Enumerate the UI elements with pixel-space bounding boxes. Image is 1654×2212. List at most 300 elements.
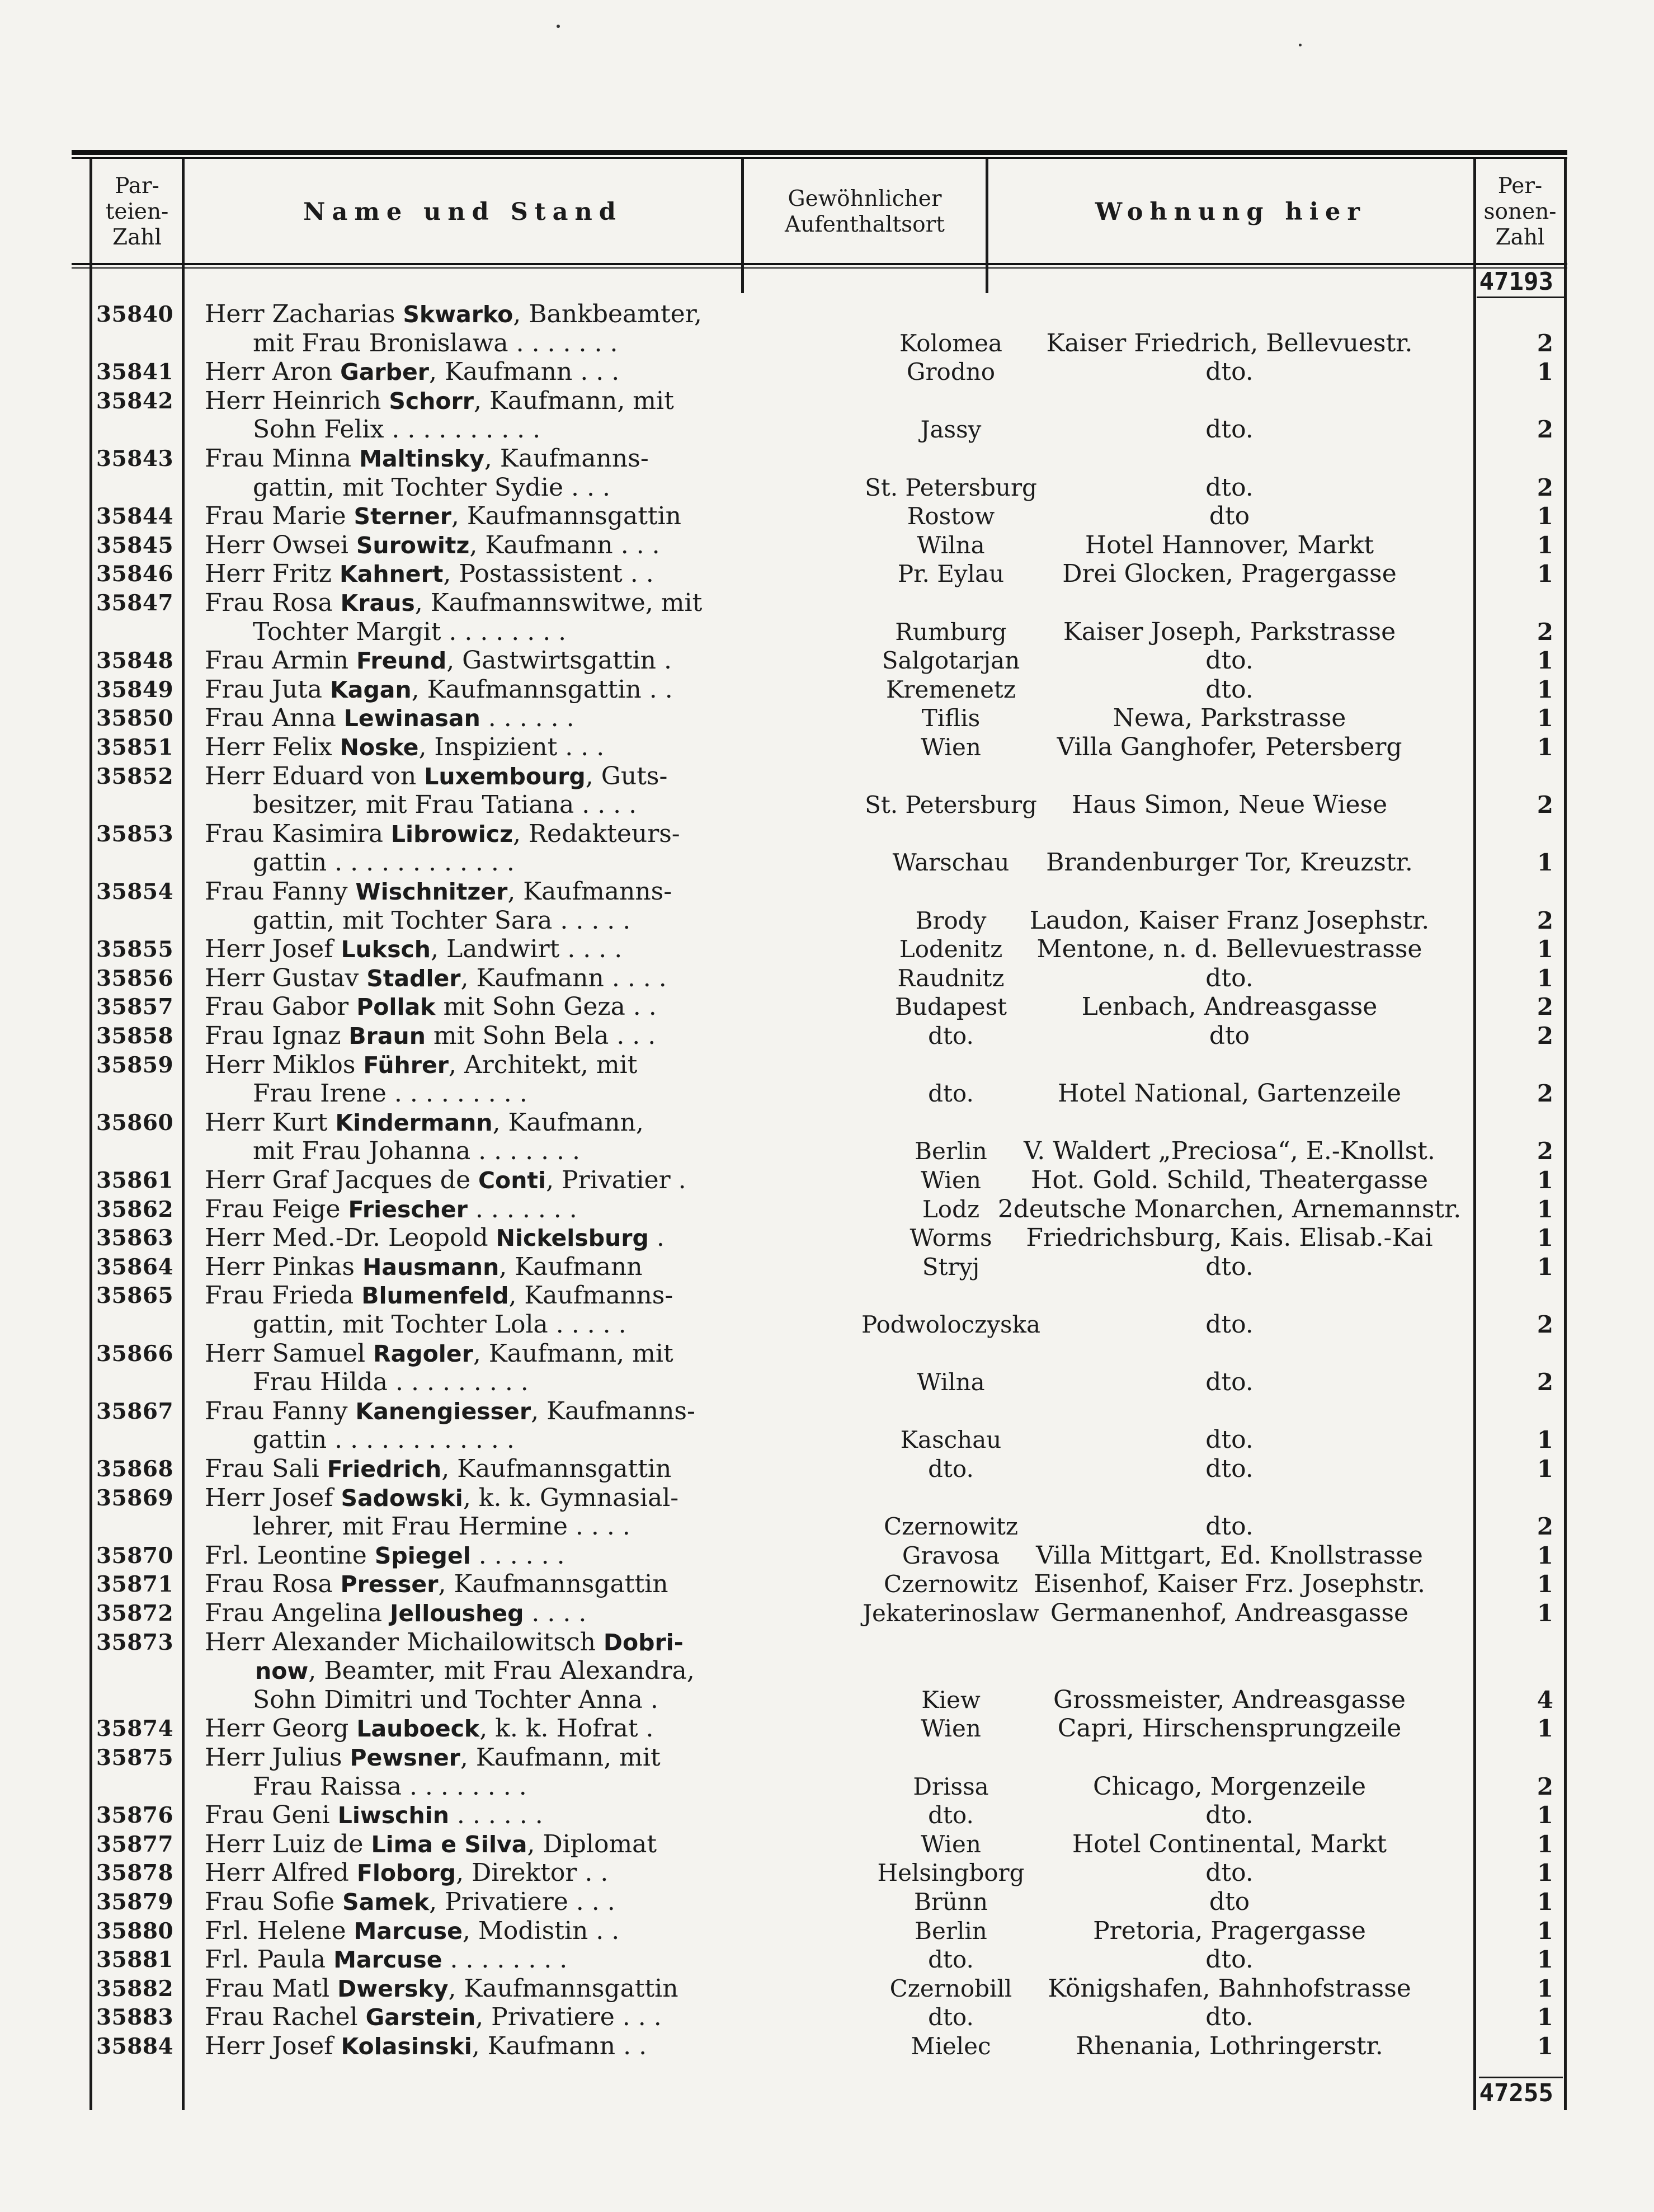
persons-count: 2	[1537, 416, 1553, 444]
persons-count: 1	[1537, 502, 1553, 530]
name-suffix: , Kaufmannswitwe, mit	[414, 589, 703, 617]
print-speck	[557, 25, 560, 28]
usual-residence: Wien	[921, 733, 981, 761]
lodging-here: Hotel National, Gartenzeile	[1057, 1079, 1402, 1108]
name-suffix: , Kaufmann . .	[472, 2032, 647, 2060]
usual-residence: Brünn	[913, 1888, 988, 1916]
usual-residence: Berlin	[915, 1137, 987, 1165]
name-and-status	[205, 675, 673, 704]
name-suffix: , Kaufmann . . . .	[460, 963, 667, 992]
party-number: 35856	[96, 965, 174, 991]
persons-count: 2	[1537, 906, 1553, 934]
table-row	[0, 589, 1654, 618]
lodging-here: Hot. Gold. Schild, Theatergasse	[1030, 1166, 1429, 1194]
surname: Friescher	[348, 1196, 468, 1223]
lodging-here: Drei Glocken, Pragergasse	[1062, 559, 1397, 589]
usual-residence: Jekaterinoslaw	[863, 1599, 1039, 1627]
lodging-here: dto.	[1205, 473, 1254, 502]
lodging-here: dto.	[1205, 1945, 1254, 1974]
table-row	[0, 1801, 1654, 1830]
name-continuation: lehrer, mit Frau Hermine . . . .	[253, 1512, 630, 1541]
usual-residence: Berlin	[915, 1917, 987, 1945]
party-number: 35854	[96, 879, 174, 905]
party-number: 35869	[96, 1485, 174, 1511]
name-suffix: , Kaufmann, mit	[473, 1339, 673, 1368]
lodging-here: Mentone, n. d. Bellevuestrasse	[1036, 935, 1422, 964]
name-prefix: Frau Armin	[205, 646, 357, 675]
party-number: 35882	[96, 1975, 174, 2002]
persons-count: 2	[1537, 993, 1553, 1021]
header-personen: Per- sonen- Zahl	[1483, 173, 1557, 250]
lodging-here: dto.	[1205, 357, 1254, 387]
usual-residence: Czernowitz	[884, 1570, 1018, 1598]
name-prefix: Herr Eduard von	[205, 761, 425, 790]
surname: Conti	[478, 1167, 546, 1194]
name-suffix: , Kaufmannsgattin . .	[411, 675, 673, 704]
name-prefix: Herr Miklos	[205, 1050, 364, 1079]
surname: Presser	[340, 1571, 439, 1598]
lodging-here: dto.	[1205, 1858, 1254, 1888]
persons-count: 2	[1537, 329, 1553, 357]
persons-count: 1	[1537, 647, 1553, 675]
name-continuation: Frau Raissa . . . . . . . .	[253, 1772, 527, 1801]
party-number: 35875	[96, 1745, 174, 1771]
surname: Sadowski	[341, 1484, 463, 1512]
name-and-status	[205, 762, 667, 791]
register-line	[0, 1137, 1654, 1166]
surname: Kahnert	[339, 561, 444, 588]
name-suffix: . . . . . . . .	[442, 1945, 568, 1974]
name-prefix: Herr Aron	[205, 357, 341, 387]
surname: Spiegel	[374, 1542, 471, 1569]
name-prefix: Frau Frieda	[205, 1281, 362, 1310]
lodging-here: Haus Simon, Neue Wiese	[1071, 790, 1388, 820]
persons-count: 2	[1537, 1137, 1553, 1165]
surname: Schorr	[389, 387, 474, 415]
lodging-here: Villa Mittgart, Ed. Knollstrasse	[1036, 1541, 1423, 1570]
register-line	[0, 1368, 1654, 1397]
table-row	[0, 1484, 1654, 1513]
name-and-status	[205, 704, 574, 733]
name-suffix: , Kaufmanns-	[507, 877, 672, 906]
persons-count: 1	[1537, 849, 1553, 877]
usual-residence: Drissa	[913, 1772, 989, 1800]
name-prefix: Frau Rachel	[205, 2003, 366, 2032]
name-and-status	[205, 300, 702, 329]
name-suffix: , Postassistent . .	[443, 559, 654, 589]
name-suffix: , Kaufmann,	[492, 1108, 644, 1137]
usual-residence: Czernowitz	[884, 1513, 1018, 1541]
usual-residence: Kolomea	[899, 329, 1002, 357]
lodging-here: Königshafen, Bahnhofstrasse	[1048, 1974, 1411, 2003]
usual-residence: Pr. Eylau	[897, 560, 1005, 588]
persons-count: 1	[1537, 1541, 1553, 1569]
usual-residence: dto.	[928, 1080, 974, 1108]
table-row	[0, 1628, 1654, 1657]
name-continuation: Sohn Felix . . . . . . . . . .	[253, 415, 541, 444]
party-number: 35884	[96, 2034, 174, 2059]
usual-residence: Helsingborg	[877, 1859, 1025, 1887]
persons-count: 1	[1537, 531, 1553, 559]
lodging-here: Hotel Hannover, Markt	[1085, 530, 1374, 559]
table-row	[0, 1339, 1654, 1368]
surname: Blumenfeld	[361, 1282, 509, 1310]
name-prefix: Herr Alfred	[205, 1858, 357, 1888]
name-and-status	[205, 1281, 673, 1310]
surname: Maltinsky	[359, 445, 484, 472]
usual-residence: Tiflis	[921, 704, 981, 732]
persons-count: 1	[1537, 1974, 1553, 2002]
usual-residence: Kremenetz	[886, 675, 1016, 703]
name-prefix: Frau Minna	[205, 444, 360, 473]
party-number: 35864	[96, 1254, 174, 1280]
name-suffix: , Privatiere . . .	[475, 2003, 662, 2032]
surname: Dobri-	[603, 1629, 684, 1656]
name-suffix: , Kaufmannsgattin	[441, 1455, 672, 1483]
table-row	[0, 2032, 1654, 2061]
name-continuation: gattin, mit Tochter Sara . . . . .	[253, 906, 631, 935]
usual-residence: Budapest	[894, 993, 1007, 1021]
lodging-here: dto.	[1205, 415, 1254, 444]
name-prefix: Frau Geni	[205, 1801, 338, 1830]
name-prefix: Frau Matl	[205, 1974, 338, 2003]
table-row	[0, 704, 1654, 733]
table-row	[0, 1945, 1654, 1974]
surname: Samek	[342, 1889, 430, 1916]
name-suffix: , Landwirt . . . .	[430, 935, 623, 964]
lodging-here: Kaiser Friedrich, Bellevuestr.	[1046, 328, 1413, 357]
party-number: 35878	[96, 1860, 174, 1886]
name-suffix: , k. k. Gymnasial-	[463, 1483, 679, 1512]
register-line	[0, 1686, 1654, 1715]
lodging-here: dto	[1209, 1022, 1250, 1050]
party-number: 35877	[96, 1831, 174, 1857]
persons-count: 1	[1537, 1166, 1553, 1194]
name-suffix: , Privatiere . . .	[429, 1888, 615, 1916]
name-continuation: gattin . . . . . . . . . . . .	[253, 1425, 515, 1455]
name-and-status	[205, 1051, 637, 1080]
surname: Stadler	[366, 964, 461, 992]
name-and-status	[205, 1397, 695, 1426]
persons-count: 2	[1537, 1022, 1553, 1049]
name-and-status	[205, 444, 649, 473]
name-and-status	[205, 877, 672, 906]
total-underline	[1477, 296, 1564, 298]
usual-residence: Wien	[921, 1830, 981, 1858]
name-prefix: Herr Fritz	[205, 559, 340, 589]
name-prefix: Herr Heinrich	[205, 386, 389, 415]
persons-count: 4	[1537, 1686, 1553, 1714]
party-number: 35883	[96, 2004, 174, 2031]
name-and-status	[205, 1339, 673, 1368]
usual-residence: Kaschau	[900, 1426, 1002, 1454]
party-number: 35855	[96, 936, 174, 963]
persons-count: 1	[1537, 1830, 1553, 1858]
lodging-here: Kaiser Joseph, Parkstrasse	[1063, 617, 1396, 646]
name-suffix: .	[648, 1223, 665, 1253]
table-row	[0, 1223, 1654, 1253]
table-row	[0, 1195, 1654, 1224]
lodging-here: dto.	[1205, 963, 1254, 992]
name-prefix: Frau Marie	[205, 502, 354, 531]
name-prefix: Frl. Leontine	[205, 1541, 375, 1570]
lodging-here: Brandenburger Tor, Kreuzstr.	[1046, 848, 1413, 877]
lodging-here: Villa Ganghofer, Petersberg	[1057, 733, 1402, 761]
surname: Lauboeck	[356, 1715, 480, 1743]
name-and-status	[205, 2003, 662, 2032]
name-and-status	[205, 935, 622, 964]
party-number: 35860	[96, 1109, 174, 1136]
surname: Marcuse	[354, 1917, 463, 1945]
persons-count: 1	[1537, 1599, 1553, 1627]
name-continuation	[255, 1656, 695, 1686]
lodging-here: V. Waldert „Preciosa“, E.-Knollst.	[1024, 1137, 1435, 1166]
name-suffix: , Kaufmanns-	[484, 444, 649, 473]
print-speck	[1299, 44, 1302, 46]
usual-residence: Warschau	[892, 849, 1010, 877]
surname: Kindermann	[335, 1109, 493, 1136]
lodging-here: Chicago, Morgenzeile	[1092, 1772, 1366, 1801]
persons-count: 1	[1537, 964, 1553, 992]
name-prefix: Herr Graf Jacques de	[205, 1166, 478, 1194]
name-and-status	[205, 646, 672, 675]
name-suffix: . . . . . .	[480, 704, 574, 733]
name-continuation: Frau Hilda . . . . . . . . .	[253, 1368, 529, 1397]
name-prefix: Frau Juta	[205, 675, 330, 704]
surname: Garstein	[365, 2004, 476, 2031]
name-prefix: Frau Ignaz	[205, 1022, 349, 1050]
table-row	[0, 1253, 1654, 1282]
lodging-here: dto.	[1205, 2003, 1254, 2032]
name-continuation: gattin . . . . . . . . . . . .	[253, 848, 515, 877]
carried-total: 47193	[1479, 267, 1553, 296]
usual-residence: dto.	[928, 1022, 974, 1049]
name-prefix: Herr Owsei	[205, 530, 356, 559]
table-row	[0, 1714, 1654, 1743]
surname: Freund	[356, 647, 447, 675]
usual-residence: dto.	[928, 1946, 974, 1974]
name-suffix: , Kaufmannsgattin	[448, 1974, 678, 2003]
usual-residence: St. Petersburg	[865, 473, 1037, 501]
lodging-here: dto	[1209, 1888, 1250, 1916]
lodging-here: dto.	[1205, 1310, 1254, 1339]
persons-count: 2	[1537, 473, 1553, 501]
name-prefix: Frl. Paula	[205, 1945, 334, 1974]
name-prefix: Frau Rosa	[205, 589, 341, 617]
table-row	[0, 733, 1654, 762]
name-prefix: Herr Georg	[205, 1714, 357, 1743]
name-suffix: , Gastwirtsgattin .	[446, 646, 672, 675]
persons-count: 1	[1537, 1570, 1553, 1598]
party-number: 35868	[96, 1456, 174, 1482]
name-and-status	[205, 992, 657, 1022]
usual-residence: Kiew	[921, 1686, 981, 1714]
name-continuation: Tochter Margit . . . . . . . .	[253, 617, 567, 646]
table-row	[0, 1743, 1654, 1772]
register-line	[0, 1772, 1654, 1801]
name-suffix: , k. k. Hofrat .	[479, 1714, 654, 1743]
name-suffix: , Guts-	[585, 761, 668, 790]
name-and-status	[205, 502, 681, 531]
register-line	[0, 1079, 1654, 1108]
final-total-rule	[1479, 2077, 1563, 2078]
party-number: 35872	[96, 1601, 174, 1626]
name-prefix: Frau Angelina	[205, 1599, 390, 1627]
name-and-status	[205, 820, 680, 849]
usual-residence: dto.	[928, 1455, 974, 1482]
surname: Liwschin	[337, 1802, 449, 1829]
party-number: 35851	[96, 735, 174, 760]
persons-count: 1	[1537, 733, 1553, 761]
lodging-here: Laudon, Kaiser Franz Josephstr.	[1029, 906, 1430, 935]
table-row	[0, 1570, 1654, 1599]
name-and-status	[205, 1455, 671, 1484]
lodging-here: Newa, Parkstrasse	[1113, 704, 1346, 733]
lodging-here: Capri, Hirschensprungzeile	[1057, 1714, 1402, 1743]
name-suffix: , Kaufmanns-	[508, 1281, 673, 1310]
party-number: 35840	[96, 302, 174, 327]
name-continuation: gattin, mit Tochter Lola . . . . .	[253, 1310, 626, 1339]
persons-count: 1	[1537, 1715, 1553, 1743]
name-and-status	[205, 1195, 577, 1224]
name-prefix: Frau Sali	[205, 1455, 327, 1483]
party-number: 35857	[96, 994, 174, 1020]
persons-count: 1	[1537, 1455, 1553, 1482]
top-rule-thin	[72, 157, 1567, 159]
name-and-status	[205, 964, 667, 993]
surname: Skwarko	[403, 301, 513, 328]
name-and-status	[205, 1945, 567, 1974]
persons-count: 2	[1537, 1080, 1553, 1108]
persons-count: 1	[1537, 358, 1553, 386]
name-suffix: , Diplomat	[527, 1829, 657, 1858]
lodging-here: Friedrichsburg, Kais. Elisab.-Kai	[1026, 1223, 1433, 1253]
table-row	[0, 1281, 1654, 1310]
name-and-status	[205, 1628, 684, 1657]
surname: Wischnitzer	[355, 878, 508, 905]
surname: Kanengiesser	[355, 1397, 531, 1425]
name-and-status	[205, 1974, 678, 2003]
name-and-status	[205, 2032, 647, 2061]
party-number: 35862	[96, 1196, 174, 1222]
surname: Pewsner	[350, 1744, 460, 1771]
party-number: 35846	[96, 561, 174, 587]
usual-residence: Wilna	[917, 1368, 985, 1396]
usual-residence: Worms	[910, 1224, 992, 1252]
surname: Führer	[363, 1051, 449, 1079]
register-line	[0, 329, 1654, 358]
name-prefix: Herr Samuel	[205, 1339, 373, 1368]
header-wohnung: Wohnung hier	[1095, 197, 1367, 226]
table-row	[0, 992, 1654, 1022]
name-prefix: Frau Anna	[205, 704, 344, 733]
persons-count: 1	[1537, 2032, 1553, 2060]
name-suffix: mit Sohn Geza . .	[435, 992, 657, 1022]
table-row	[0, 675, 1654, 704]
persons-count: 1	[1537, 1917, 1553, 1945]
usual-residence: Podwoloczyska	[861, 1311, 1041, 1338]
party-number: 35848	[96, 648, 174, 674]
surname: Kolasinski	[341, 2033, 472, 2060]
register-line	[0, 415, 1654, 444]
name-suffix: , Kaufmann . . .	[429, 357, 620, 387]
header-rule-thin	[72, 267, 1567, 269]
table-row	[0, 935, 1654, 964]
name-and-status	[205, 1743, 661, 1772]
name-and-status	[205, 1484, 678, 1513]
party-number: 35849	[96, 676, 174, 703]
top-rule	[72, 150, 1567, 155]
table-row	[0, 1974, 1654, 2003]
name-and-status	[205, 1888, 615, 1917]
persons-count: 1	[1537, 935, 1553, 963]
name-suffix: , Kaufmannsgattin	[451, 502, 682, 531]
table-row	[0, 877, 1654, 906]
lodging-here: Grossmeister, Andreasgasse	[1053, 1685, 1406, 1714]
header-rule	[72, 263, 1567, 265]
name-and-status	[205, 1541, 565, 1570]
table-row	[0, 387, 1654, 416]
name-prefix: Herr Med.-Dr. Leopold	[205, 1223, 496, 1253]
party-number: 35879	[96, 1889, 174, 1915]
persons-count: 2	[1537, 791, 1553, 819]
name-and-status	[205, 1223, 665, 1253]
name-prefix: Herr Luiz de	[205, 1829, 371, 1858]
lodging-here: dto.	[1205, 1801, 1254, 1830]
table-row	[0, 1455, 1654, 1484]
usual-residence: Wilna	[917, 531, 985, 559]
table-row	[0, 1858, 1654, 1888]
party-number: 35844	[96, 503, 174, 530]
table-row	[0, 1541, 1654, 1570]
name-prefix: Herr Zacharias	[205, 300, 403, 328]
table-row	[0, 1051, 1654, 1080]
name-suffix: , Bankbeamter,	[513, 300, 702, 328]
lodging-here: dto.	[1205, 1368, 1254, 1397]
name-suffix: , Kaufmanns-	[531, 1396, 695, 1425]
table-row	[0, 1022, 1654, 1051]
status-continuation: , Beamter, mit Frau Alexandra,	[308, 1656, 695, 1686]
name-suffix: . . . . . .	[470, 1541, 565, 1570]
party-number: 35870	[96, 1542, 174, 1569]
party-number: 35850	[96, 705, 174, 732]
name-and-status	[205, 1858, 608, 1888]
usual-residence: dto.	[928, 1801, 974, 1829]
party-number: 35845	[96, 532, 174, 558]
table-row	[0, 1917, 1654, 1946]
name-and-status	[205, 1830, 657, 1859]
usual-residence: Grodno	[906, 358, 996, 386]
party-number: 35876	[96, 1802, 174, 1829]
name-suffix: . . . . . . .	[467, 1194, 577, 1223]
name-and-status	[205, 1022, 656, 1051]
persons-count: 1	[1537, 1224, 1553, 1252]
party-number: 35867	[96, 1398, 174, 1424]
name-prefix: Herr Alexander Michailowitsch	[205, 1627, 604, 1656]
surname: Surowitz	[356, 531, 470, 559]
name-prefix: Frl. Helene	[205, 1916, 354, 1945]
surname: Lima e Silva	[371, 1830, 527, 1858]
usual-residence: Mielec	[911, 2032, 991, 2060]
name-and-status	[205, 1917, 619, 1946]
name-suffix: . . . .	[524, 1599, 587, 1627]
party-number: 35858	[96, 1023, 174, 1049]
lodging-here: dto.	[1205, 1512, 1254, 1541]
name-suffix: , Kaufmann	[499, 1252, 643, 1281]
surname: Lewinasan	[343, 705, 480, 732]
lodging-here: Lenbach, Andreasgasse	[1081, 992, 1378, 1022]
name-and-status	[205, 1599, 586, 1628]
